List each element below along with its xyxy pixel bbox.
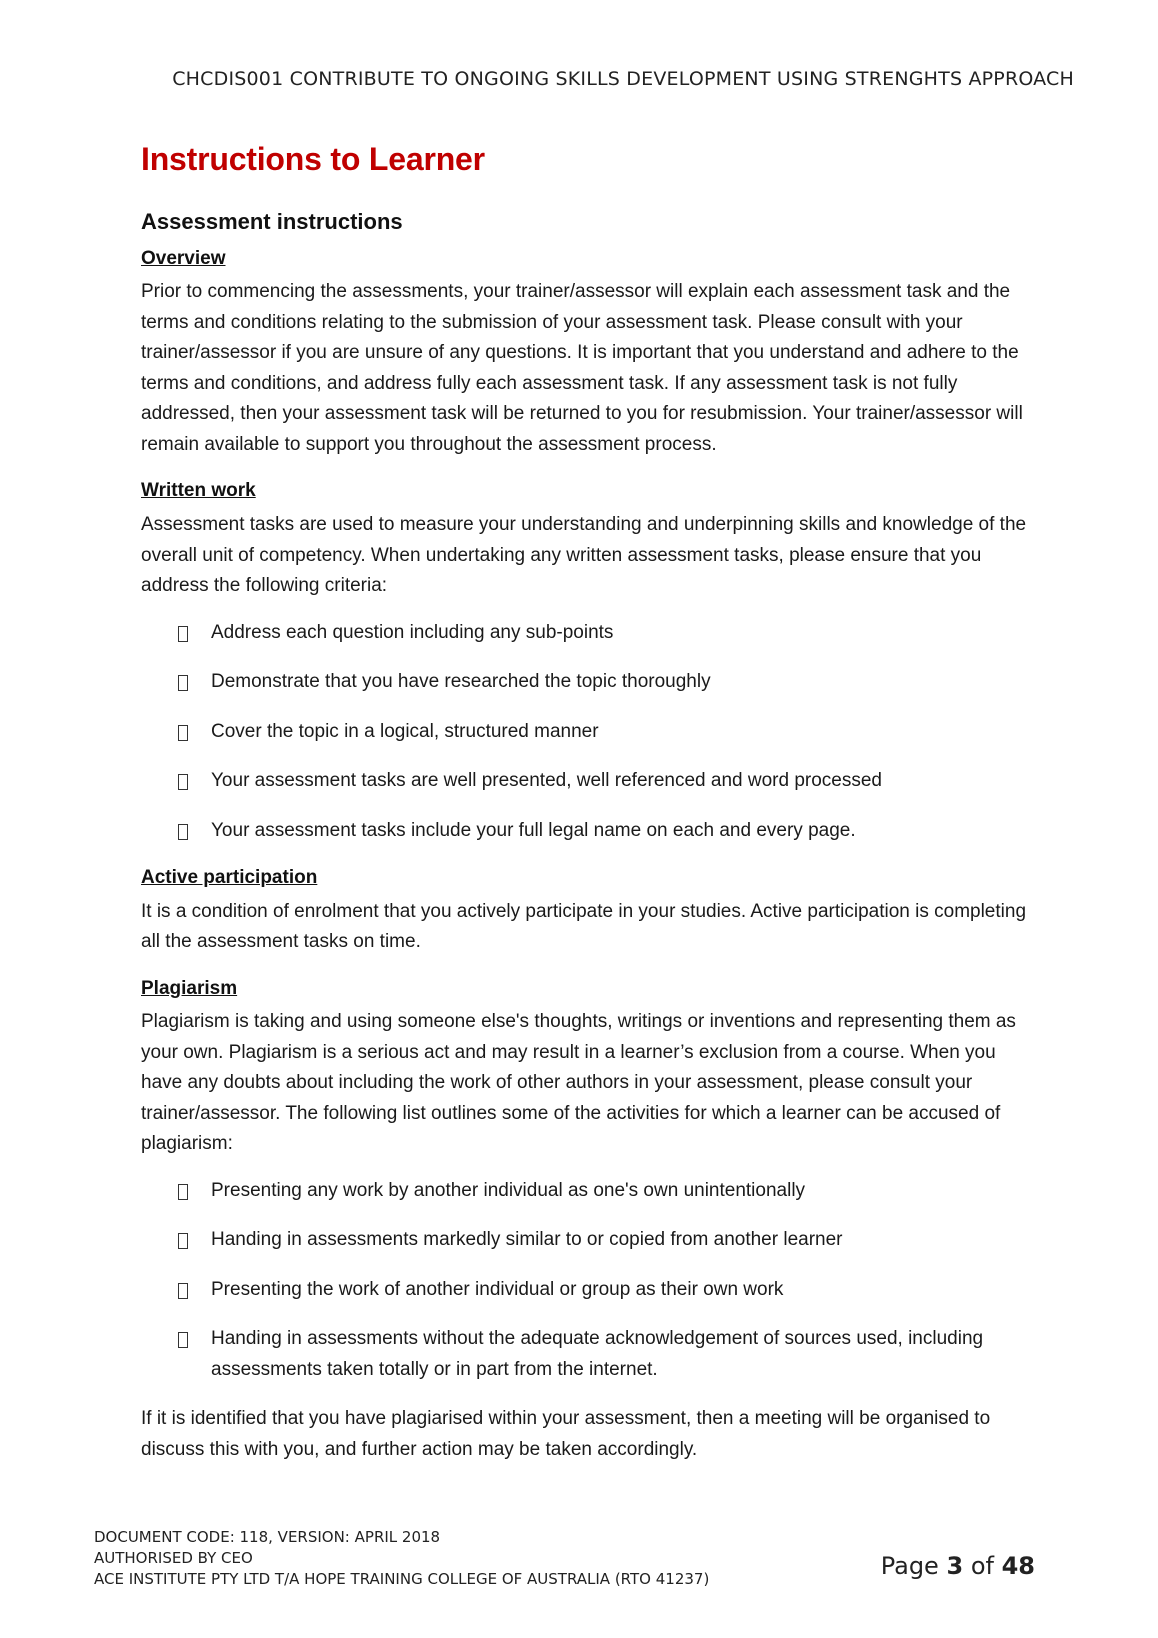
plagiarism-closing: If it is identified that you have plagiarised within your assessment, then a meeting will be organised to discuss this with you, and further action may be taken accordingly. bbox=[141, 1408, 991, 1460]
active-participation-section bbox=[141, 865, 1029, 958]
list-item: Demonstrate that you have researched the topic thoroughly bbox=[141, 667, 1029, 698]
bullet-icon bbox=[178, 824, 188, 840]
list-item: Presenting any work by another individual as one's own unintentionally bbox=[141, 1176, 1029, 1207]
criteria-list bbox=[141, 618, 1029, 847]
bullet-icon bbox=[178, 725, 188, 741]
page-header bbox=[0, 68, 1158, 90]
written-work-heading: Written work bbox=[141, 480, 256, 502]
bullet-icon bbox=[178, 1283, 188, 1299]
current-page: 3 bbox=[946, 1552, 964, 1580]
bullet-icon bbox=[178, 1184, 188, 1200]
bullet-icon bbox=[178, 1233, 188, 1249]
active-participation-heading: Active participation bbox=[141, 867, 318, 889]
list-item: Handing in assessments markedly similar to or copied from another learner bbox=[141, 1225, 1029, 1256]
overview-heading: Overview bbox=[141, 247, 226, 269]
bullet-icon bbox=[178, 1332, 188, 1348]
plagiarism-section bbox=[141, 976, 1029, 1466]
overview-section bbox=[141, 246, 1029, 461]
list-item: Your assessment tasks include your full legal name on each and every page. bbox=[141, 816, 1029, 847]
section-title: Assessment instructions bbox=[141, 209, 403, 235]
list-item: Your assessment tasks are well presented, well referenced and word processed bbox=[141, 766, 1029, 797]
written-work-text: Assessment tasks are used to measure your understanding and underpinning skills and knowledge of the overall unit of competency. When undertaking any written assessment tasks, please ensure that you address the following criteria: bbox=[141, 514, 1027, 597]
list-item: Cover the topic in a logical, structured manner bbox=[141, 717, 1029, 748]
active-participation-text: It is a condition of enrolment that you actively participate in your studies. Active participation is completing all the assessment tasks on time. bbox=[141, 900, 1027, 953]
plagiarism-text: Plagiarism is taking and using someone else's thoughts, writings or inventions and representing them as your own. Plagiarism is a serious act and may result in a learner’s exclusion from a course. When you have any doubts about including the work of other authors in your assessment, please consult your trainer/assessor. The following list outlines some of the activities for which a learner can be accused of plagiarism: bbox=[141, 1011, 1016, 1155]
overview-text: Prior to commencing the assessments, your trainer/assessor will explain each assessment task and the terms and conditions relating to the submission of your assessment task. Please consult with your trainer/assessor if you are unsure of any questions. It is important that you understand and adhere to the terms and conditions, and address fully each assessment task. If any assessment task is not fully addressed, then your assessment task will be returned to you for resubmission. Your trainer/assessor will remain available to support you throughout the assessment process. bbox=[141, 281, 1023, 455]
page-footer bbox=[94, 1527, 709, 1590]
plagiarism-list bbox=[141, 1176, 1029, 1386]
authorisation: AUTHORISED BY CEO bbox=[94, 1549, 253, 1567]
bullet-icon bbox=[178, 675, 188, 691]
document-body bbox=[141, 140, 1029, 1465]
page-number: Page 3 of 48 bbox=[880, 1552, 1035, 1580]
organisation-name: ACE INSTITUTE PTY LTD T/A HOPE TRAINING COLLEGE OF AUSTRALIA (RTO 41237) bbox=[94, 1570, 710, 1588]
written-work-section bbox=[141, 478, 1029, 846]
document-code: DOCUMENT CODE: 118, VERSION: APRIL 2018 bbox=[94, 1528, 441, 1546]
unit-title: CHCDIS001 CONTRIBUTE TO ONGOING SKILLS DEVELOPMENT USING STRENGHTS APPROACH bbox=[172, 68, 1074, 90]
list-item: Presenting the work of another individual or group as their own work bbox=[141, 1275, 1029, 1306]
bullet-icon bbox=[178, 626, 188, 642]
plagiarism-heading: Plagiarism bbox=[141, 977, 238, 999]
bullet-icon bbox=[178, 774, 188, 790]
list-item: Address each question including any sub-points bbox=[141, 618, 1029, 649]
page-title: Instructions to Learner bbox=[141, 141, 485, 177]
total-pages: 48 bbox=[1001, 1552, 1035, 1580]
list-item: Handing in assessments without the adequate acknowledgement of sources used, including assessments taken totally or in part from the internet. bbox=[141, 1324, 1029, 1385]
